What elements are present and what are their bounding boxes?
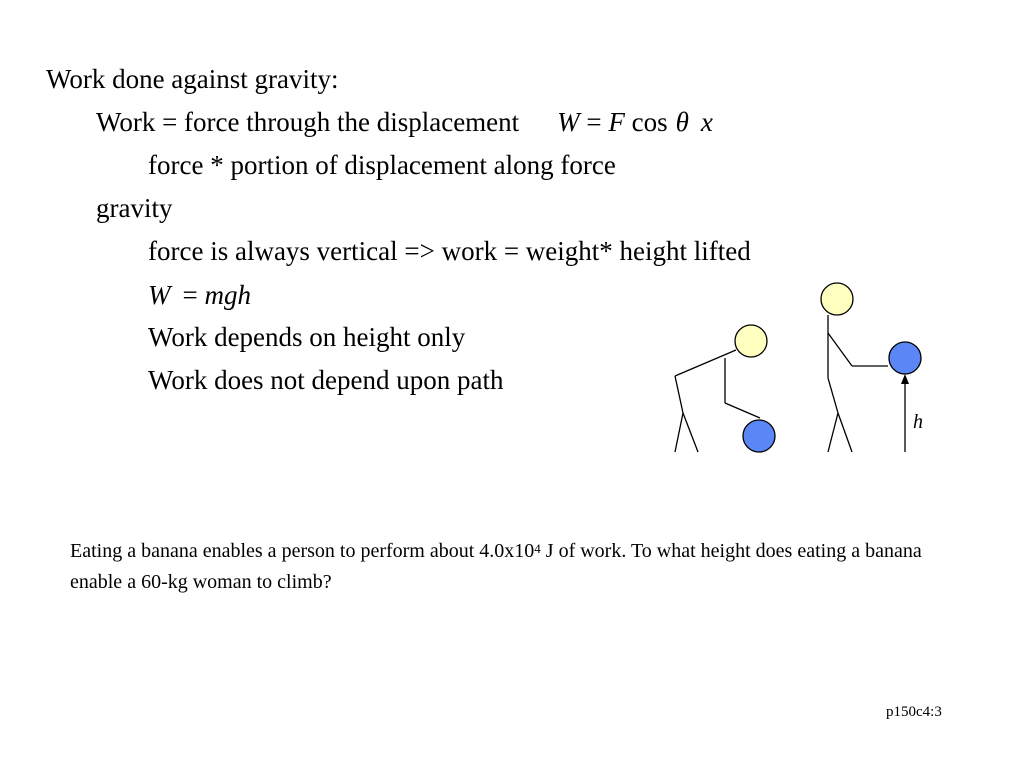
problem-exponent: 4	[534, 541, 541, 556]
bent-figure-arm-lower	[725, 403, 760, 418]
banana-problem	[70, 536, 970, 598]
not-path-line: Work does not depend upon path	[148, 365, 504, 395]
height-arrow-head	[901, 374, 909, 384]
formula-equals: =	[586, 107, 602, 137]
bent-figure-left-leg	[675, 413, 683, 452]
bent-figure-hip	[675, 376, 683, 413]
formula-w: W	[557, 107, 580, 137]
height-label-h: h	[913, 411, 923, 433]
lifted-ball	[889, 342, 921, 374]
bent-figure-right-leg	[683, 413, 698, 452]
gravity-line: gravity	[96, 193, 173, 223]
standing-figure-head	[821, 283, 853, 315]
gravity-formula-w: W	[148, 280, 171, 310]
work-definition-text: Work = force through the displacement	[96, 107, 520, 137]
standing-figure-left-leg	[828, 413, 838, 452]
gravity-formula-mgh: mgh	[204, 280, 251, 310]
ball-on-ground	[743, 420, 775, 452]
slide-heading: Work done against gravity:	[46, 64, 339, 94]
formula-cos: cos	[631, 107, 668, 137]
vertical-force-line: force is always vertical => work = weight* height lifted	[148, 236, 751, 266]
standing-figure-arm-upper	[828, 333, 852, 366]
formula-f: F	[608, 107, 625, 137]
problem-text-part1: Eating a banana enables a person to perform about 4.0x10	[70, 540, 535, 562]
bent-figure-back	[675, 350, 736, 376]
bent-figure-head	[735, 325, 767, 357]
slide-number: p150c4:3	[886, 704, 942, 720]
problem-text-part2: J of work. To what height does eating a banana enable a 60-kg woman to climb?	[70, 540, 922, 593]
depends-height-line: Work depends on height only	[148, 322, 466, 352]
force-portion-line: force * portion of displacement along force	[148, 150, 616, 180]
standing-figure-right-leg	[838, 413, 852, 452]
formula-theta: θ	[675, 107, 689, 137]
formula-x: x	[700, 107, 713, 137]
standing-stick-figure	[828, 315, 905, 452]
standing-figure-hip	[828, 378, 838, 413]
gravity-formula-equals: =	[182, 280, 198, 310]
